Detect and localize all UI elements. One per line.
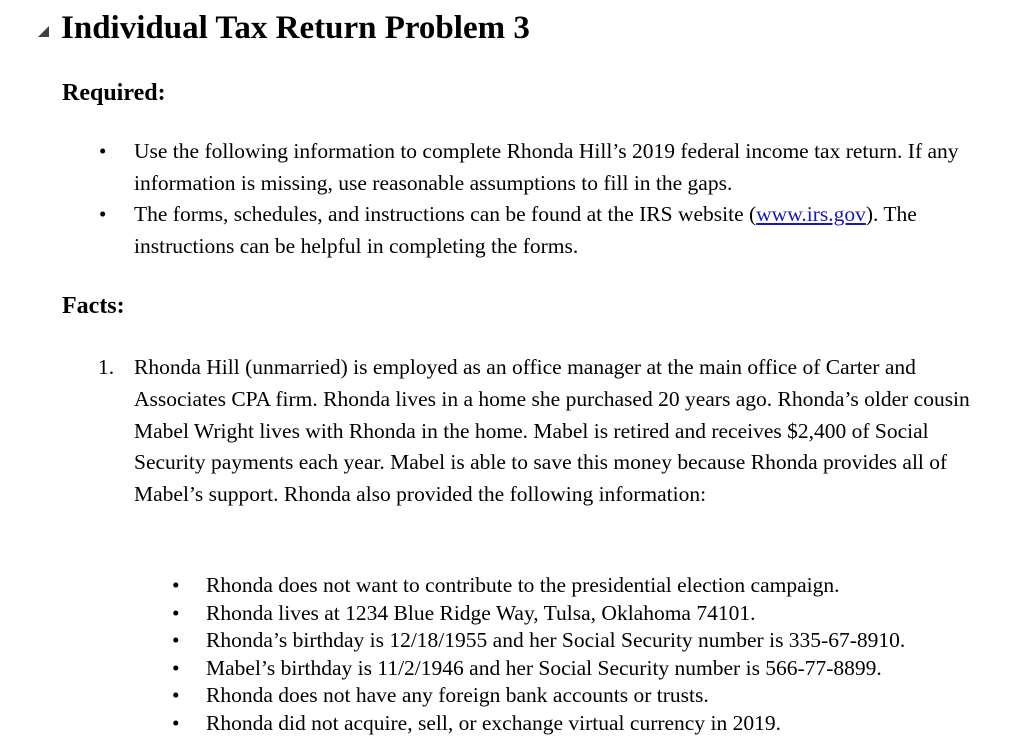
detail-text: Rhonda does not have any foreign bank accounts or trusts. — [206, 683, 709, 708]
bullet-icon: • — [99, 202, 107, 226]
bullet-icon: • — [172, 683, 180, 708]
bullet-icon: • — [99, 139, 107, 163]
required-item — [0, 136, 1010, 199]
detail-item — [0, 655, 1020, 683]
bullet-icon: • — [172, 655, 180, 680]
bullet-icon: • — [172, 573, 180, 597]
detail-item — [0, 572, 1020, 600]
required-list — [0, 136, 1010, 262]
irs-website-link[interactable]: www.irs.gov — [756, 202, 866, 226]
required-item-text: Use the following information to complete Rhonda Hill’s 2019 federal income tax return. If any information is missing, use reasonable assumptions to fill in the gaps. — [134, 139, 959, 195]
detail-text: Mabel’s birthday is 11/2/1946 and her Social Security number is 566-77-8899. — [206, 655, 882, 680]
facts-item — [0, 352, 1010, 511]
required-heading: Required: — [62, 80, 166, 106]
facts-list — [0, 352, 1010, 511]
required-item-text-after: ). The instructions can be helpful in completing the forms. — [134, 202, 917, 258]
facts-heading: Facts: — [62, 293, 125, 319]
page-title: Individual Tax Return Problem 3 — [61, 10, 530, 46]
heading-row — [38, 8, 530, 48]
bullet-icon: • — [172, 600, 180, 625]
detail-item — [0, 627, 1020, 655]
detail-item — [0, 682, 1020, 710]
collapse-triangle-icon[interactable] — [38, 26, 49, 37]
facts-item-text: Rhonda Hill (unmarried) is employed as an office manager at the main office of Carter and Associates CPA firm. Rhonda lives in a home she purchased 20 years ago. Rhonda’s older cousin Mabel Wright lives with Rhonda in the home. Mabel is retired and receives $2,400 of Social Security payments each year. Mabel is able to save this money because Rhonda provides all of Mabel’s support. Rhonda also provided the following information: — [134, 355, 970, 507]
required-item — [0, 199, 1010, 262]
detail-text: Rhonda lives at 1234 Blue Ridge Way, Tulsa, Oklahoma 74101. — [206, 600, 756, 625]
facts-item-number: 1. — [98, 355, 115, 379]
detail-item — [0, 600, 1020, 628]
detail-item — [0, 710, 1020, 738]
detail-text: Rhonda does not want to contribute to the presidential election campaign. — [206, 573, 840, 597]
required-item-text-before: The forms, schedules, and instructions can be found at the IRS website ( — [134, 202, 757, 226]
facts-details-list — [0, 572, 1020, 738]
detail-text: Rhonda did not acquire, sell, or exchange virtual currency in 2019. — [206, 710, 781, 735]
bullet-icon: • — [172, 710, 180, 735]
bullet-icon: • — [172, 628, 180, 653]
detail-text: Rhonda’s birthday is 12/18/1955 and her Social Security number is 335-67-8910. — [206, 628, 906, 653]
